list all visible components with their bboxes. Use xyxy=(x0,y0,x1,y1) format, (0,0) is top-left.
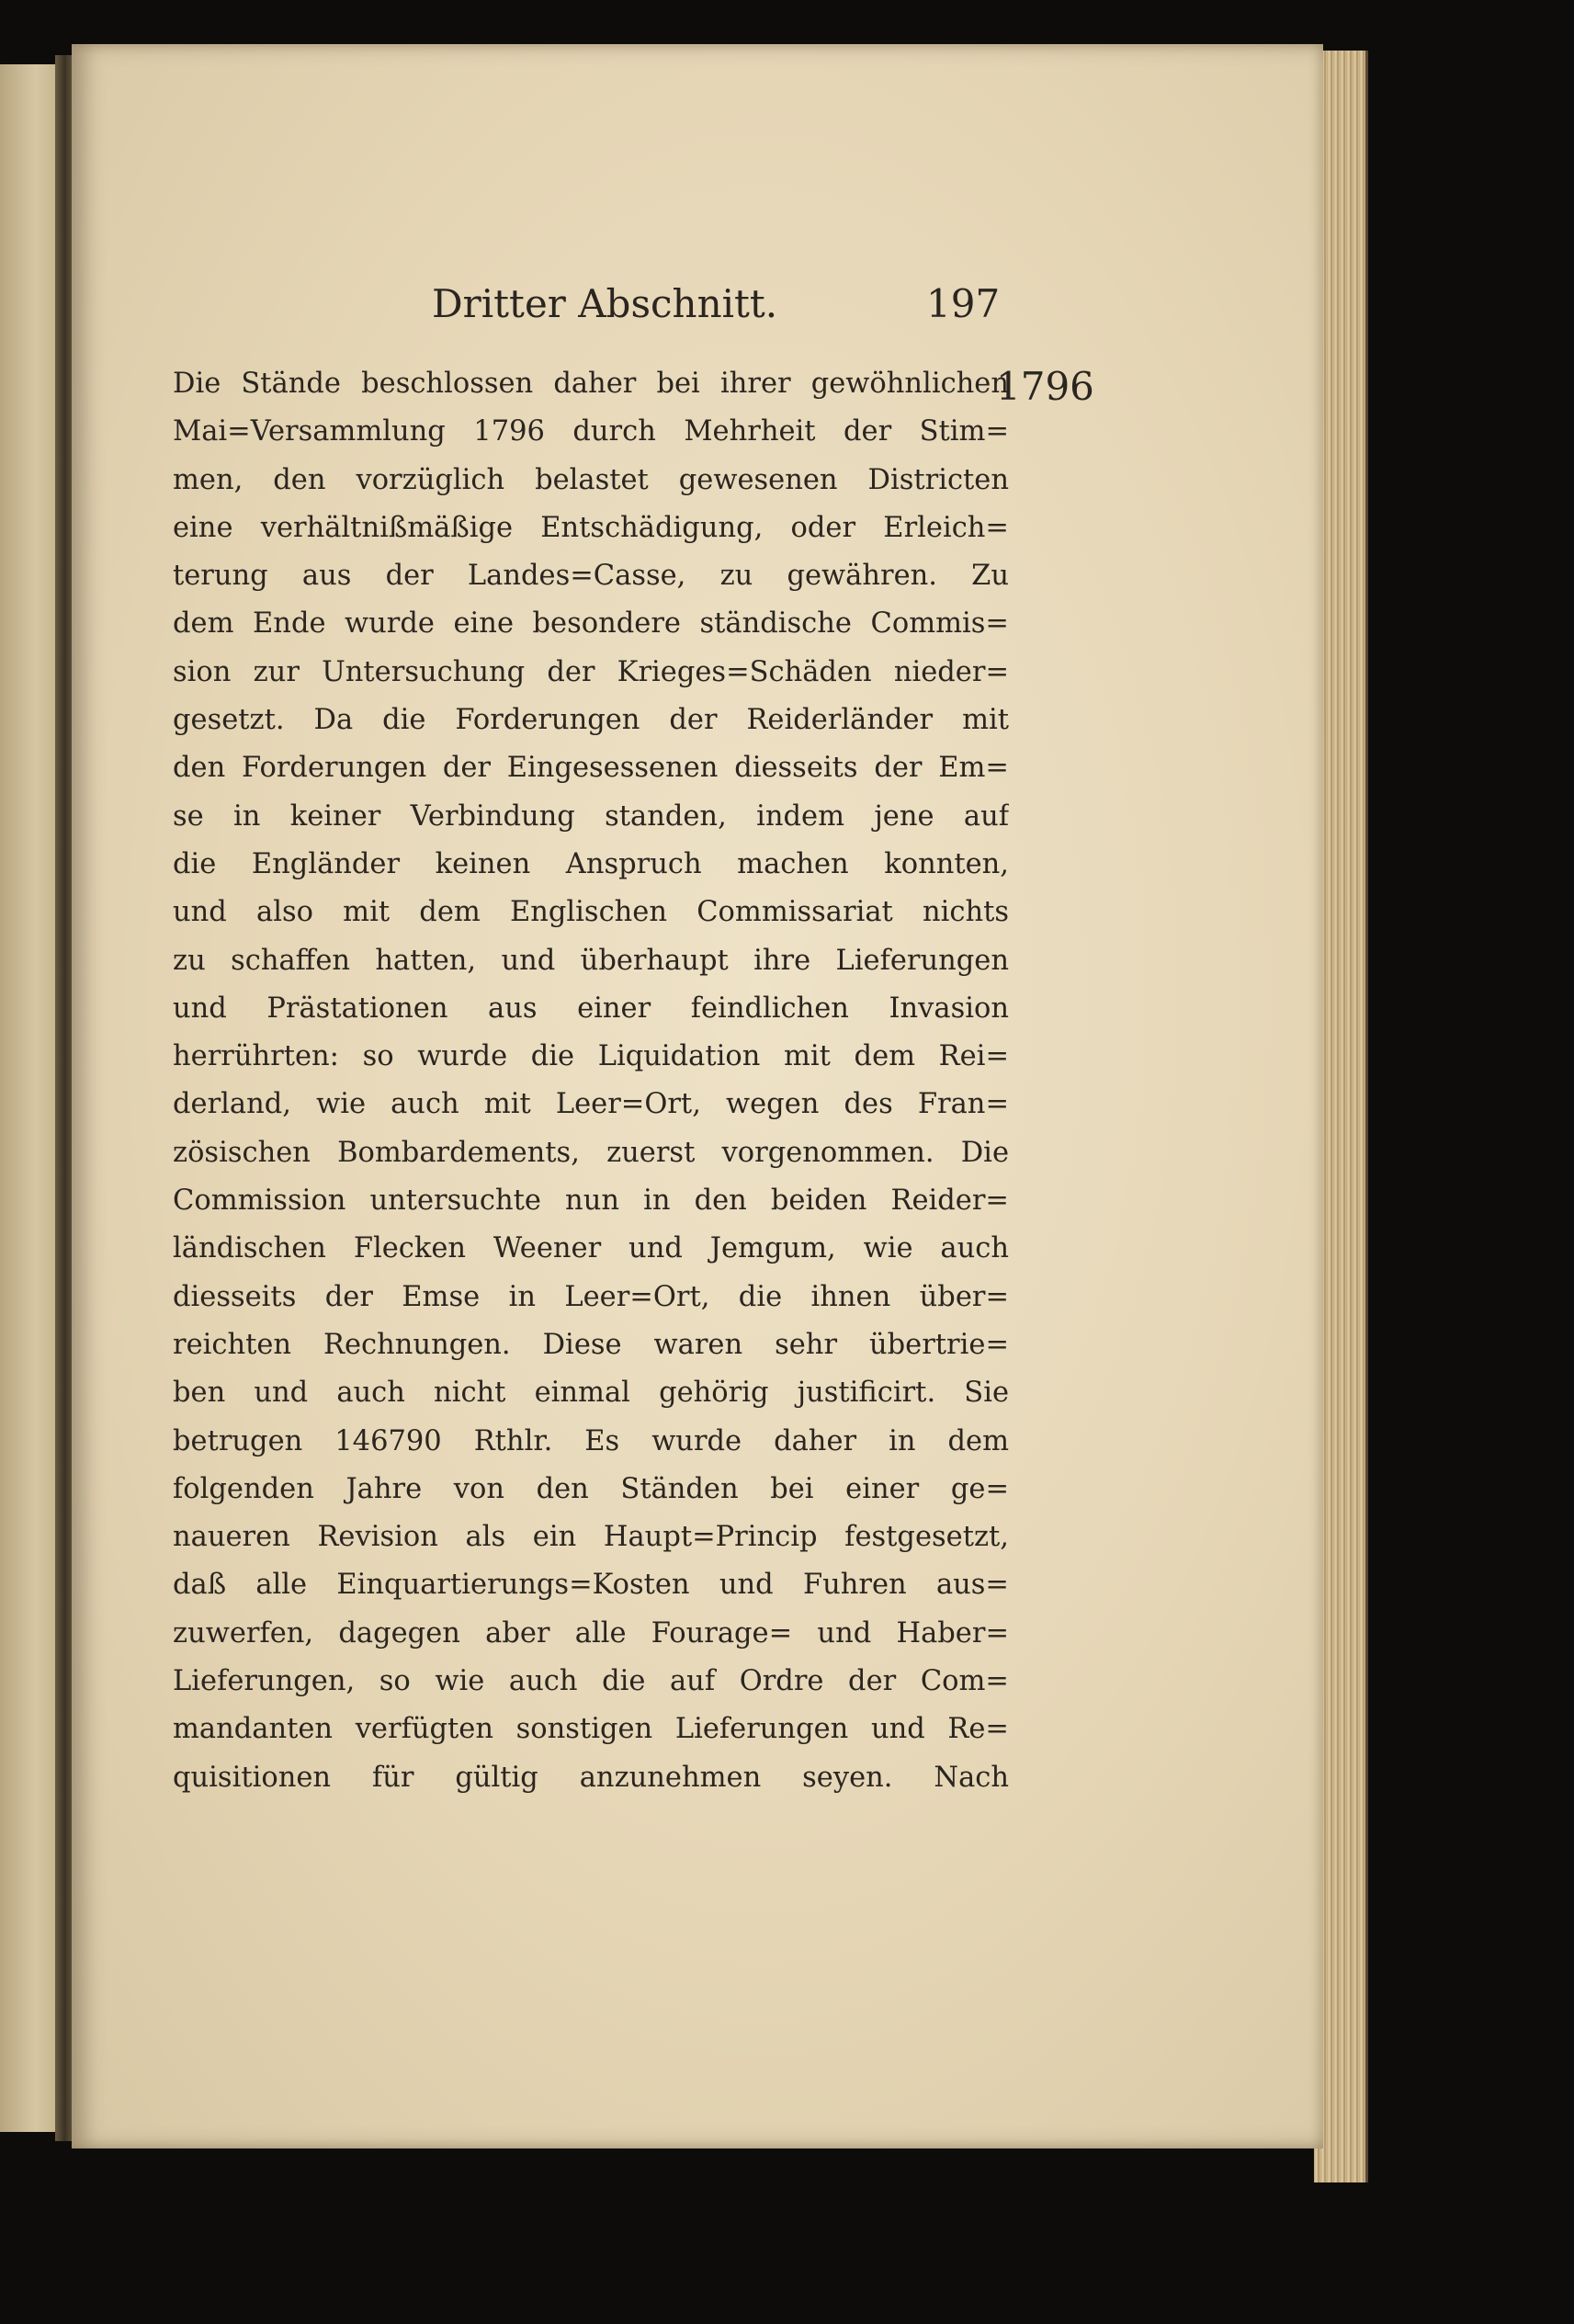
text-line: und Prästationen aus einer feindlichen Invasion xyxy=(173,992,1009,1025)
text-line: und also mit dem Englischen Commissariat nichts xyxy=(173,896,1009,929)
text-line: Die Stände beschlossen daher bei ihrer gewöhnlichen xyxy=(173,368,1009,400)
text-line: diesseits der Emse in Leer=Ort, die ihnen über= xyxy=(173,1280,1009,1313)
text-line: naueren Revision als ein Haupt=Princip festgesetzt, xyxy=(173,1521,1009,1554)
text-line: den Forderungen der Eingesessenen diesseits der Em= xyxy=(173,752,1009,785)
text-line: daß alle Einquartierungs=Kosten und Fuhren aus= xyxy=(173,1569,1009,1602)
text-line: Lieferungen, so wie auch die auf Ordre der Com= xyxy=(173,1665,1009,1698)
running-head: Dritter Abschnitt. xyxy=(432,281,778,326)
text-line: derland, wie auch mit Leer=Ort, wegen des Fran= xyxy=(173,1088,1009,1121)
text-line: reichten Rechnungen. Diese waren sehr übertrie= xyxy=(173,1328,1009,1361)
text-line: dem Ende wurde eine besondere ständische Commis= xyxy=(173,607,1009,641)
text-line: Mai=Versammlung 1796 durch Mehrheit der Stim= xyxy=(173,415,1009,448)
text-line: terung aus der Landes=Casse, zu gewähren. Zu xyxy=(173,560,1009,593)
text-line: eine verhältnißmäßige Entschädigung, oder Erleich= xyxy=(173,511,1009,544)
body-text xyxy=(173,360,1009,1802)
text-line: gesetzt. Da die Forderungen der Reiderländer mit xyxy=(173,704,1009,737)
text-line: die Engländer keinen Anspruch machen konnten, xyxy=(173,847,1009,880)
text-line: betrugen 146790 Rthlr. Es wurde daher in dem xyxy=(173,1424,1009,1457)
text-line: mandanten verfügten sonstigen Lieferungen und Re= xyxy=(173,1713,1009,1746)
book-page xyxy=(72,44,1323,2148)
text-line: herrührten: so wurde die Liquidation mit dem Rei= xyxy=(173,1040,1009,1073)
text-line: zösischen Bombardements, zuerst vorgenommen. Die xyxy=(173,1136,1009,1169)
text-line: zu schaffen hatten, und überhaupt ihre Lieferungen xyxy=(173,944,1009,977)
marginal-year-note: 1796 xyxy=(996,364,1094,409)
page-number: 197 xyxy=(926,281,1001,326)
text-line: Commission untersuchte nun in den beiden Reider= xyxy=(173,1185,1009,1218)
text-line: folgenden Jahre von den Ständen bei einer ge= xyxy=(173,1472,1009,1505)
text-line: ben und auch nicht einmal gehörig justificirt. Sie xyxy=(173,1377,1009,1410)
text-line: zuwerfen, dagegen aber alle Fourage= und Haber= xyxy=(173,1616,1009,1649)
text-line: se in keiner Verbindung standen, indem jene auf xyxy=(173,799,1009,833)
text-line: ländischen Flecken Weener und Jemgum, wie auch xyxy=(173,1232,1009,1265)
text-line: men, den vorzüglich belastet gewesenen Districten xyxy=(173,463,1009,496)
text-line: sion zur Untersuchung der Krieges=Schäden nieder= xyxy=(173,655,1009,688)
text-line: quisitionen für gültig anzunehmen seyen. Nach xyxy=(173,1761,1009,1794)
